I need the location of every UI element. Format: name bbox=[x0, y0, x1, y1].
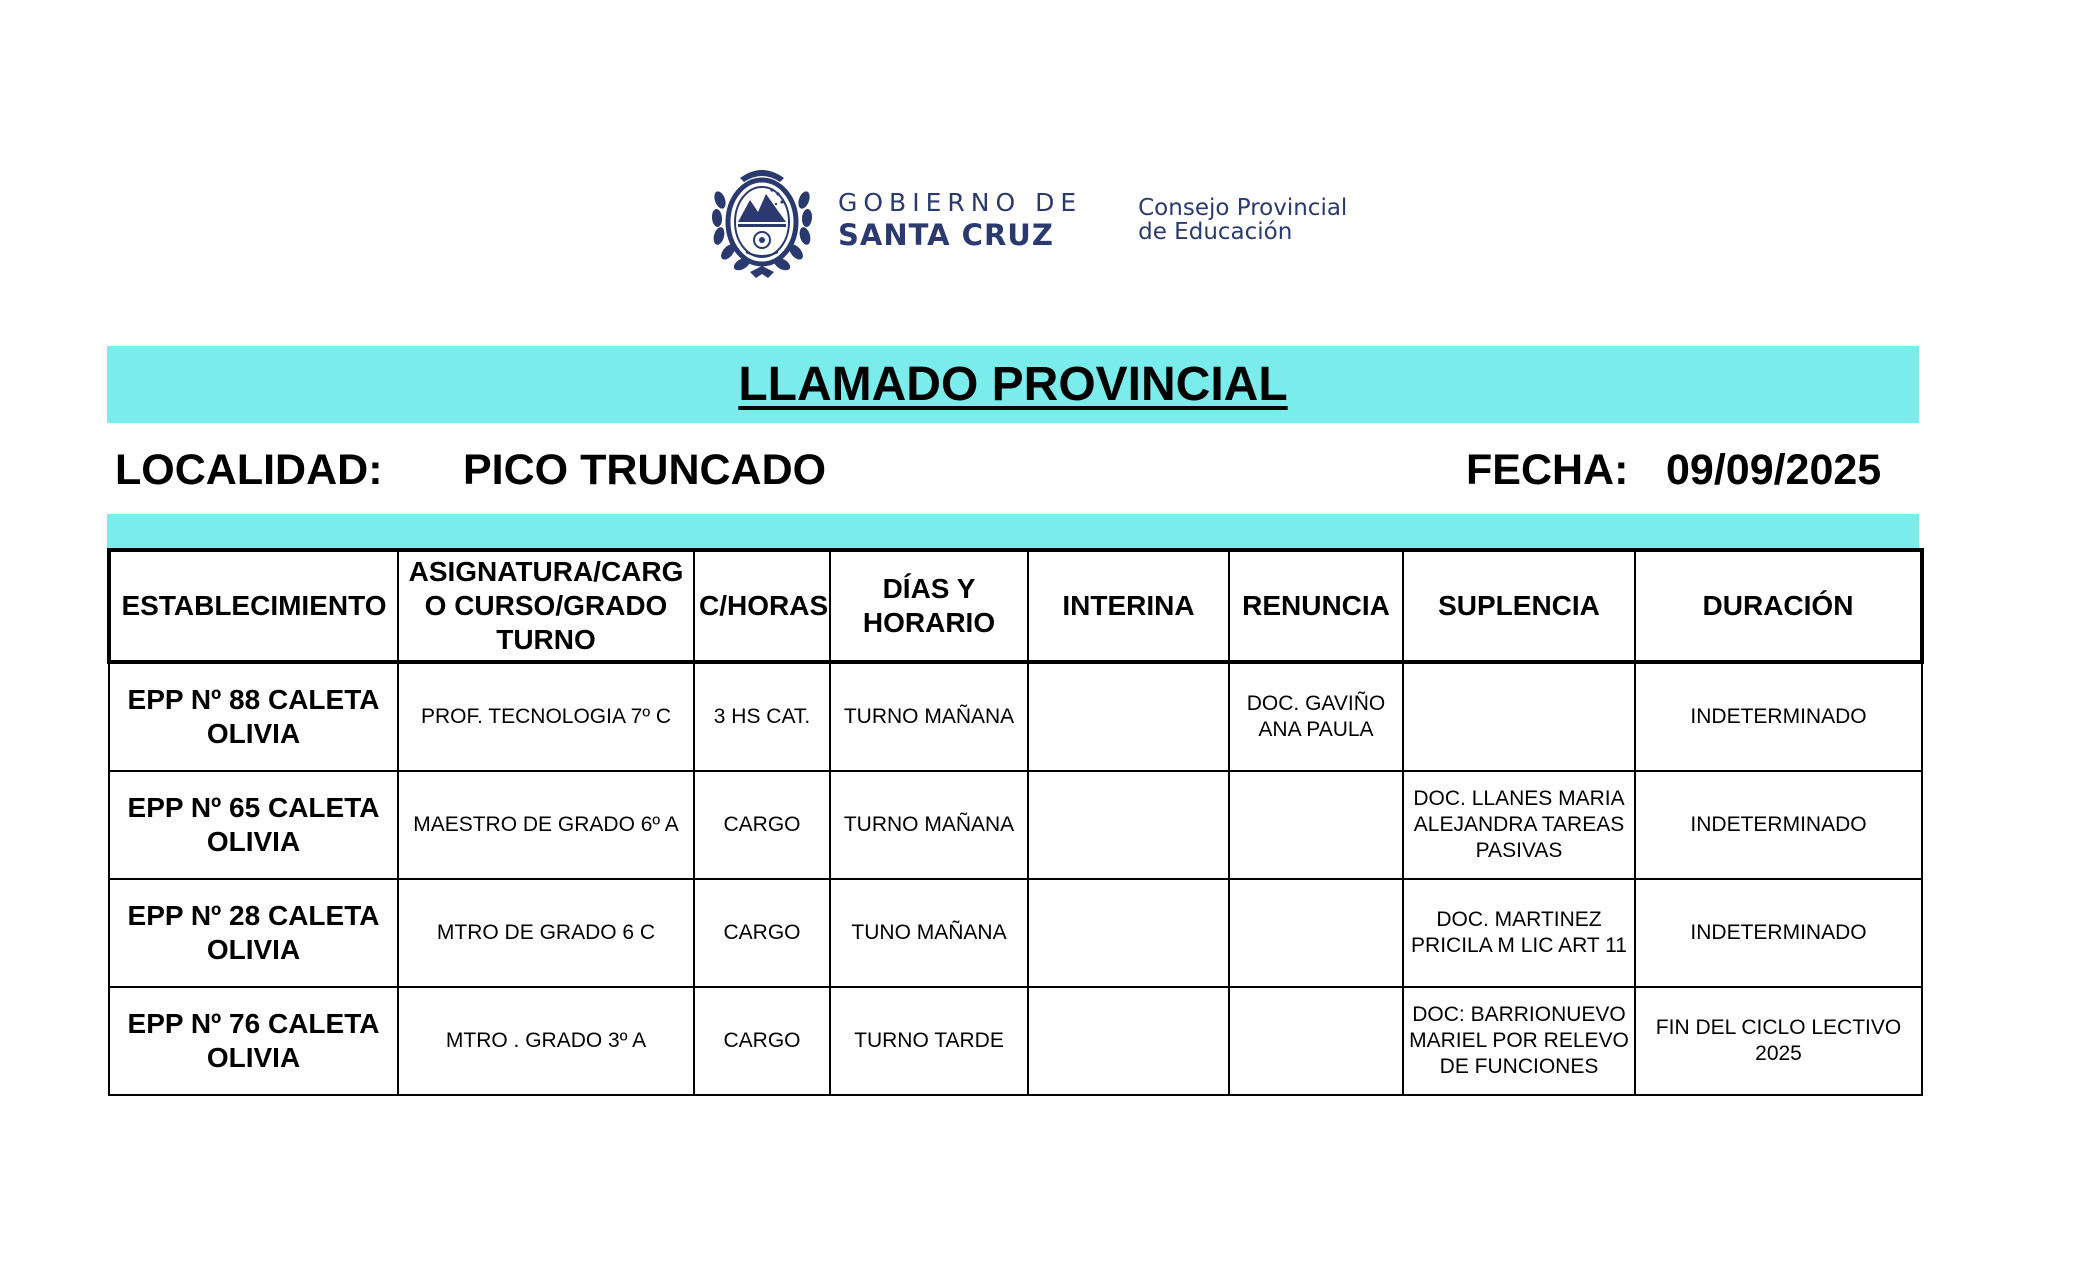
cell-horario: TURNO MAÑANA bbox=[830, 771, 1028, 879]
cell-horario: TUNO MAÑANA bbox=[830, 879, 1028, 987]
cell-renuncia bbox=[1229, 987, 1403, 1095]
cell-horas: 3 HS CAT. bbox=[694, 662, 830, 771]
cell-interina bbox=[1028, 662, 1229, 771]
column-header: C/HORAS bbox=[694, 550, 830, 662]
council-line-2: de Educación bbox=[1138, 219, 1293, 245]
column-header: SUPLENCIA bbox=[1403, 550, 1635, 662]
table-row bbox=[109, 879, 1922, 987]
government-wordmark bbox=[838, 188, 1082, 252]
table-row bbox=[109, 987, 1922, 1095]
cell-duracion: INDETERMINADO bbox=[1635, 662, 1922, 771]
cell-duracion: FIN DEL CICLO LECTIVO 2025 bbox=[1635, 987, 1922, 1095]
cell-horas: CARGO bbox=[694, 771, 830, 879]
column-header: INTERINA bbox=[1028, 550, 1229, 662]
info-row bbox=[0, 440, 2100, 500]
cell-asignatura: PROF. TECNOLOGIA 7º C bbox=[398, 662, 694, 771]
cell-renuncia bbox=[1229, 771, 1403, 879]
title-banner bbox=[107, 346, 1919, 423]
cell-establecimiento: EPP Nº 65 CALETA OLIVIA bbox=[109, 771, 398, 879]
cell-interina bbox=[1028, 987, 1229, 1095]
cell-horas: CARGO bbox=[694, 879, 830, 987]
cell-duracion: INDETERMINADO bbox=[1635, 879, 1922, 987]
cell-horario: TURNO TARDE bbox=[830, 987, 1028, 1095]
cell-asignatura: MAESTRO DE GRADO 6º A bbox=[398, 771, 694, 879]
fecha-value: 09/09/2025 bbox=[1666, 446, 1882, 494]
cell-duracion: INDETERMINADO bbox=[1635, 771, 1922, 879]
cell-establecimiento: EPP Nº 28 CALETA OLIVIA bbox=[109, 879, 398, 987]
page-title: LLAMADO PROVINCIAL bbox=[738, 358, 1288, 411]
table-row bbox=[109, 771, 1922, 879]
header-logo bbox=[710, 160, 1347, 280]
table-row bbox=[109, 662, 1922, 771]
column-header: DURACIÓN bbox=[1635, 550, 1922, 662]
cell-suplencia bbox=[1403, 662, 1635, 771]
cell-horario: TURNO MAÑANA bbox=[830, 662, 1028, 771]
gov-line-1: GOBIERNO DE bbox=[838, 188, 1083, 217]
cell-suplencia: DOC. MARTINEZ PRICILA M LIC ART 11 bbox=[1403, 879, 1635, 987]
cell-renuncia bbox=[1229, 879, 1403, 987]
cell-interina bbox=[1028, 771, 1229, 879]
cell-horas: CARGO bbox=[694, 987, 830, 1095]
column-header: RENUNCIA bbox=[1229, 550, 1403, 662]
cell-interina bbox=[1028, 879, 1229, 987]
separator-stripe bbox=[107, 514, 1919, 548]
vacancies-table bbox=[107, 548, 1924, 1096]
council-line-1: Consejo Provincial bbox=[1138, 195, 1348, 221]
localidad-label: LOCALIDAD: bbox=[115, 446, 383, 494]
santa-cruz-seal-icon bbox=[710, 160, 814, 280]
cell-asignatura: MTRO DE GRADO 6 C bbox=[398, 879, 694, 987]
localidad-value: PICO TRUNCADO bbox=[463, 446, 827, 494]
cell-establecimiento: EPP Nº 76 CALETA OLIVIA bbox=[109, 987, 398, 1095]
cell-establecimiento: EPP Nº 88 CALETA OLIVIA bbox=[109, 662, 398, 771]
column-header: ESTABLECIMIENTO bbox=[109, 550, 398, 662]
gov-line-2: SANTA CRUZ bbox=[838, 218, 1054, 252]
cell-asignatura: MTRO . GRADO 3º A bbox=[398, 987, 694, 1095]
fecha-label: FECHA: bbox=[1466, 446, 1629, 494]
column-header: DÍAS Y HORARIO bbox=[830, 550, 1028, 662]
council-wordmark bbox=[1138, 196, 1347, 244]
cell-suplencia: DOC. LLANES MARIA ALEJANDRA TAREAS PASIVAS bbox=[1403, 771, 1635, 879]
cell-renuncia: DOC. GAVIÑO ANA PAULA bbox=[1229, 662, 1403, 771]
table-header-row bbox=[109, 550, 1922, 662]
cell-suplencia: DOC: BARRIONUEVO MARIEL POR RELEVO DE FUNCIONES bbox=[1403, 987, 1635, 1095]
column-header: ASIGNATURA/CARG O CURSO/GRADO TURNO bbox=[398, 550, 694, 662]
